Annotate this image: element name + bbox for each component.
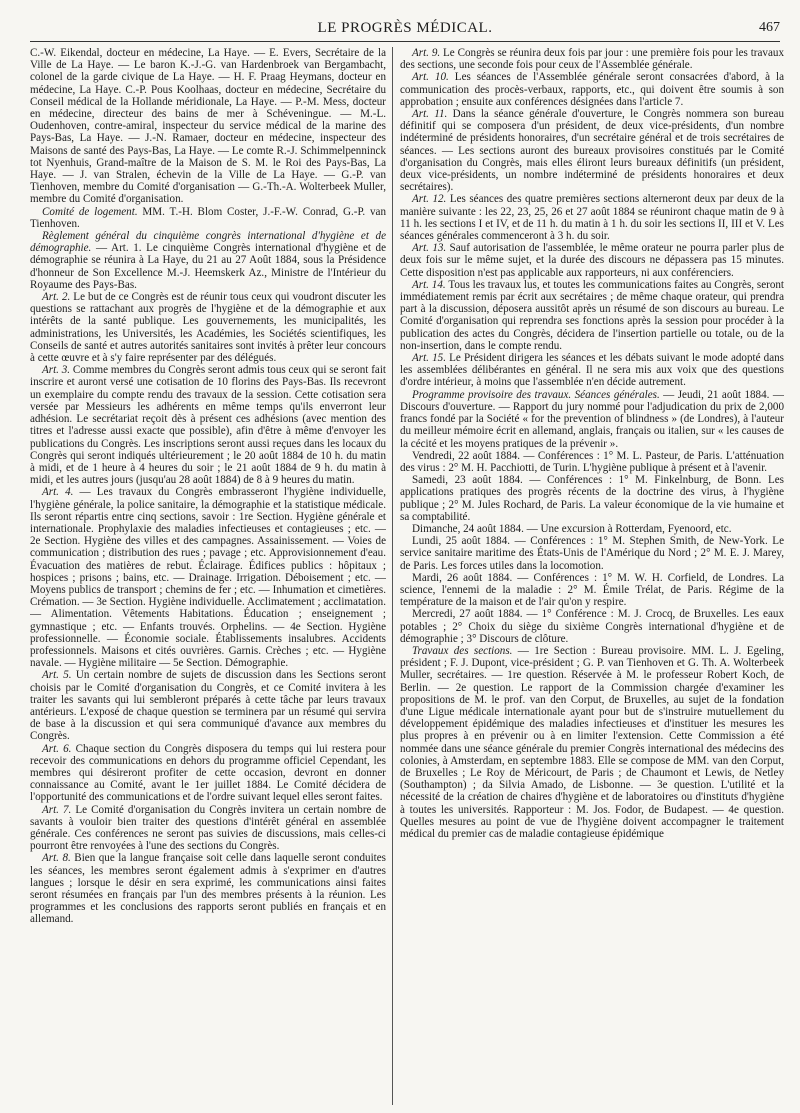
page-number: 467 [759,20,780,35]
paragraph [30,47,386,206]
paragraph-lead: Art. 13. [412,242,447,255]
paragraph-text: C.-W. Eikendal, docteur en médecine, La Haye. — E. Evers, Secrétaire de la Ville de La Haye. — Le baron K.-J.-G. van Hardenbroek van Bergambacht, colonel de la garde civique de La Haye. — H. F. Praag Heymans, docteur en médecine, La Haye. C.-P. Pous Koolhaas, docteur en médecine, Secrétaire du Conseil médical de la Hollande méridionale, La Haye. — P.-M. Mess, docteur en médecine, directeur des bains de mer à Schéveningue. — M.-L. Oudenhoven, contre-amiral, inspecteur du service médical de la marine des Pays-Bas, La Haye. — J.-N. Ramaer, docteur en médecine, inspecteur des Maisons de santé des Pays-Bas, La Haye. — Le comte R.-J. Schimmelpenninck tot Nyenhuis, Grand-maître de la Maison de S. M. le Roi des Pays-Bas, La Haye. — J. van Stralen, échevin de la Ville de La Haye. — G.-P. van Tienhoven, membre du Comité d'organisation — G.-Th.-A. Wolterbeek Muller, membre du Comité d'organisation. [30,47,386,206]
column-divider [392,47,393,1105]
paragraph-text: Dans la séance générale d'ouverture, le Congrès nommera son bureau définitif qui se composera d'un président, de deux vice-présidents, d'un nombre indéterminé de présidents honoraires, d'un secrétaire général et de trois secrétaires de séances. — Les sections auront des bureaux provisoires constitués par le Comité d'organisation du Congrès, mais elles éliront leurs bureaux définitifs (un président, deux vice-présidents, un nombre indéterminé de présidents honoraires et deux secrétaires). [400,108,784,194]
paragraph [30,486,386,669]
paragraph-text: Les séances des quatre premières sections alterneront deux par deux de la manière suivante : les 22, 23, 25, 26 et 27 août 1884 se réuniront chaque matin de 9 à 11 h. les sections I et IV, et de 11 h. du matin à 1 h. du soir les sections II, III et V. Les séances générales commenceront à 3 h. du soir. [400,193,784,243]
paragraph-text: Lundi, 25 août 1884. — Conférences : 1° M. Stephen Smith, de New-York. Le service sanitaire maritime des États-Unis de l'Amérique du Nord ; 2° M. E. J. Marey, de Paris. Les forces utiles dans la locomotion. [400,535,784,572]
paragraph [400,352,784,389]
paragraph-lead: Art. 15. [412,352,446,365]
paragraph-text: — 1re Section : Bureau provisoire. MM. L. J. Egeling, président ; F. J. Dupont, vice-président ; G. P. van Tienhoven et G. Th. A. Wolterbeek Muller, secrétaires. — 1re question. Réservée à M. le professeur Robert Koch, de Berlin. — 2e question. Le rapport de la Commission chargée d'examiner les propositions de M. le prof. van den Corput, de Bruxelles, au sujet de la fondation d'une Ligue médicale internationale ayant pour but de s'instruire mutuellement du développement épidémique des maladies infectieuses et d'instituer les mesures les plus propres à en prévenir ou à en limiter l'extension. Cette Commission a été nommée dans une séance générale du premier Congrès international des médecins des colonies, à Amsterdam, en septembre 1883. Elle se compose de MM. van den Corput, de Bruxelles ; Le Roy de Méricourt, de Paris ; de Chaumont et Lewis, de Netley (Southampton) ; da Silvia Amado, de Lisbonne. — 3e question. L'utilité et la nécessité de la création de chaires d'hygiène et de laboratoires ou d'instituts d'hygiène à toutes les universités. Rapporteur : M. Jos. Fodor, de Budapest. — 4e question. Quelles mesures au point de vue de l'hygiène doivent accompagner le traitement médical du premier cas de maladie contagieuse épidémique [400,644,784,840]
paragraph-lead: Art. 4. [42,486,74,499]
paragraph-text: Le Comité d'organisation du Congrès invitera un certain nombre de savants à vouloir bien traiter des questions d'intérêt général en assemblée générale. Ces conférences ne seront pas suivies de discussions, mais celles-ci pourront être renvoyées à l'une des sections du Congrès. [30,803,386,853]
paragraph [400,193,784,242]
paragraph-lead: Art. 8. [42,852,71,865]
paragraph-text: Dimanche, 24 août 1884. — Une excursion à Rotterdam, Fyenoord, etc. [412,522,732,535]
paragraph [400,450,784,474]
paragraph [400,108,784,193]
paragraph-lead: Art. 11. [412,108,448,121]
paragraph [400,645,784,840]
paragraph [400,572,784,609]
header-rule [30,41,780,42]
paragraph-text: Le but de ce Congrès est de réunir tous ceux qui voudront discuter les questions se rattachant aux progrès de l'hygiène et de la démographie et aux intérêts de la santé publique. Les gouvernements, les municipalités, les administrations, les Universités, les Académies, les Sociétés scientifiques, les Conseils de santé et autres autorités sanitaires sont invités à prêter leur concours à cette œuvre et à s'y faire représenter par des délégués. [30,291,386,365]
paragraph-text: — Les travaux du Congrès embrasseront l'hygiène individuelle, l'hygiène générale, la police sanitaire, la démographie et la statistique médicale. Ils seront répartis entre cinq sections, savoir : 1re Section. Hygiène générale et internationale. Prophylaxie des maladies infectieuses et contagieuses ; etc. — 2e Section. Hygiène des villes et des campagnes. Assainissement. — Voies de communication ; distribution des rues ; pavage ; etc. Approvisionnement d'eau. Évacuation des matières de rebut. Éclairage. Édifices publics : hôpitaux ; hospices ; prisons ; bains, etc. — Drainage. Irrigation. Déboisement ; etc. — Moyens publics de transport ; chemins de fer ; etc. — Inhumation et cimetières. Crémation. — 3e Section. Hygiène individuelle. Acclimatement ; acclimatation. — Alimentation. Vêtements Habitations. Éducation ; enseignement ; gymnastique ; etc. — Enfants trouvés. Orphelins. — 4e Section. Hygiène professionnelle. — Économie sociale. Établissements insalubres. Accidents professionnels. Maisons et cités ouvrières. Garnis. Crèches ; etc. — Hygiène navale. — Hygiène militaire — 5e Section. Démographie. [30,486,386,670]
paragraph [400,535,784,572]
paragraph [400,523,784,535]
left-column [30,47,386,1105]
paragraph [400,47,784,71]
paragraph-text: Mercredi, 27 août 1884. — 1° Conférence : M. J. Crocq, de Bruxelles. Les eaux potables ; 2° Choix du siège du sixième Congrès international d'hygiène et de démographie ; 3° Discours de clôture. [400,608,784,645]
paragraph-text: — Art. 1. Le cinquième Congrès international d'hygiène et de démographie se réunira à La Haye, du 21 au 27 Août 1884, sous la Présidence d'honneur de Son Excellence M.-J. Heemskerk Az., Ministre de l'Intérieur du Royaume des Pays-Bas. [30,242,386,291]
page-header [30,16,780,40]
paragraph [30,804,386,853]
paragraph-lead: Programme provisoire des travaux. Séances générales. [412,388,660,401]
paragraph [30,291,386,364]
paragraph-text: Le Président dirigera les séances et les débats suivant le mode adopté dans les assemblées délibérantes en général. Il ne sera mis aux voix que des questions d'ordre intérieur, à moins que l'assemblée n'en décide autrement. [400,352,784,389]
paragraph-text: Le Congrès se réunira deux fois par jour : une première fois pour les travaux des sections, une seconde fois pour ceux de l'Assemblée générale. [400,47,784,72]
paragraph [30,206,386,230]
paragraph-text: Mardi, 26 août 1884. — Conférences : 1° M. W. H. Corfield, de Londres. La science, l'ennemi de la maladie : 2° M. Émile Trélat, de Paris. Régime de la température de la maison et de l'air qu'on y respire. [400,571,784,609]
article-body [30,47,785,1107]
paragraph [400,608,784,645]
paragraph-text: Comme membres du Congrès seront admis tous ceux qui se seront fait inscrire et auront versé une cotisation de 10 florins des Pays-Bas. Ils recevront un exemplaire du compte rendu des travaux de la session. Cette cotisation sera versée par Messieurs les adhérents en même temps qu'ils enverront leur adhésion. Le secrétariat reçoit dès à présent ces adhésions (avec mention des titres et l'adresse aussi exacte que possible), afin d'être à même d'envoyer les publications du Congrès. Les inscriptions seront aussi reçues dans les locaux du Congrès qui seront indiqués ultérieurement ; le 20 août 1884 de 10 h. du matin à midi, et de 1 heure à 4 heures du soir ; le 21 août 1884 de 9 h. du matin à midi, et les autres jours (jusqu'au 28 août 1884) de 8 à 9 heures du matin. [30,364,386,487]
paragraph [400,474,784,523]
paragraph-lead: Travaux des sections. [412,644,513,657]
paragraph-text: Vendredi, 22 août 1884. — Conférences : 1° M. L. Pasteur, de Paris. L'atténuation des virus : 2° M. H. Pacchiotti, de Turin. L'hygiène publique à présent et à l'avenir. [400,449,784,474]
paragraph-lead: Règlement général du cinquième congrès international d'hygiène et de démographie. [30,230,386,255]
journal-title: LE PROGRÈS MÉDICAL. [317,20,493,36]
paragraph-lead: Art. 7. [42,803,72,816]
paragraph-text: Samedi, 23 août 1884. — Conférences : 1° M. Finkelnburg, de Bonn. Les applications pratiques des progrès récents de la doctrine des virus, à l'hygiène publique ; 2° M. Jules Rochard, de Paris. La valeur économique de la vie humaine et sa comptabilité. [400,474,784,523]
paragraph-lead: Art. 6. [42,742,72,755]
paragraph [400,279,784,352]
paragraph-lead: Art. 3. [42,364,71,377]
paragraph [400,389,784,450]
paragraph-text: Chaque section du Congrès disposera du temps qui lui restera pour recevoir des communications en dehors du programme officiel Cependant, les membres qui désireront profiter de cette occasion, devront en donner connaissance au Comité, avant le 1er juillet 1884. Le Comité décidera de l'opportunité des communications et de l'ordre suivant lequel elles seront faites. [30,742,386,804]
paragraph [30,230,386,291]
right-column [400,47,784,1105]
paragraph-lead: Comité de logement. [42,205,138,218]
paragraph-text: MM. T.-H. Blom Coster, J.-F.-W. Conrad, G.-P. van Tienhoven. [30,205,386,230]
paragraph [30,743,386,804]
paragraph-lead: Art. 2. [42,291,71,304]
paragraph-text: Un certain nombre de sujets de discussion dans les Sections seront choisis par le Comité d'organisation du Congrès, et ce Comité invitera à les traiter les savants qui lui sembleront préparés à cette tâche par leurs travaux antérieurs. L'exposé de chaque question se terminera par un résumé qui servira de base à la discussion et qui sera communiqué d'avance aux membres du Congrès. [30,669,386,743]
paragraph-lead: Art. 12. [412,193,447,206]
paragraph-lead: Art. 5. [42,669,72,682]
paragraph [30,669,386,742]
paragraph-lead: Art. 10. [412,71,449,84]
paragraph [30,852,386,925]
paragraph-text: Tous les travaux lus, et toutes les communications faites au Congrès, seront immédiatement remis par écrit aux secrétaires ; de même chaque orateur, qui prendra part à la discussion, déposera aussitôt après un résumé de son discours au bureau. Le Comité d'organisation qui reprendra ses fonctions après la session pour procéder à la publication des actes du Congrès, décidera de l'insertion partielle ou totale, ou de la non-insertion, dans le compte rendu. [400,278,784,352]
paragraph-text: Les séances de l'Assemblée générale seront consacrées d'abord, à la communication des procès-verbaux, rapports, etc., qui doivent être soumis à son approbation ; ensuite aux conférences désignées dans l'article 7. [400,71,784,108]
paragraph-text: — Jeudi, 21 août 1884. — Discours d'ouverture. — Rapport du jury nommé pour l'adjudication du prix de 2,000 francs fondé par la Société « for the prevention of blindness » (de Londres), à l'auteur du meilleur mémoire écrit en allemand, anglais, français ou italien, sur « les causes de la cécité et les moyens pratiques de la prévenir ». [400,388,784,450]
paragraph [400,71,784,108]
paragraph-text: Bien que la langue française soit celle dans laquelle seront conduites les séances, les membres seront également admis à s'exprimer en d'autres langues ; lorsque le désir en sera exprimé, les communications ainsi faites seront résumées en français par l'un des membres présents à la réunion. Les programmes et les conclusions des rapports seront publiés en français et en allemand. [30,852,386,926]
paragraph [400,242,784,279]
paragraph-lead: Art. 14. [412,278,446,291]
paragraph-lead: Art. 9. [412,47,441,59]
paragraph [30,364,386,486]
paragraph-text: Sauf autorisation de l'assemblée, le même orateur ne pourra parler plus de deux fois sur le même sujet, et la durée des discours ne dépassera pas 15 minutes. Cette disposition n'est pas applicable aux rapporteurs, ni aux conférenciers. [400,242,784,279]
